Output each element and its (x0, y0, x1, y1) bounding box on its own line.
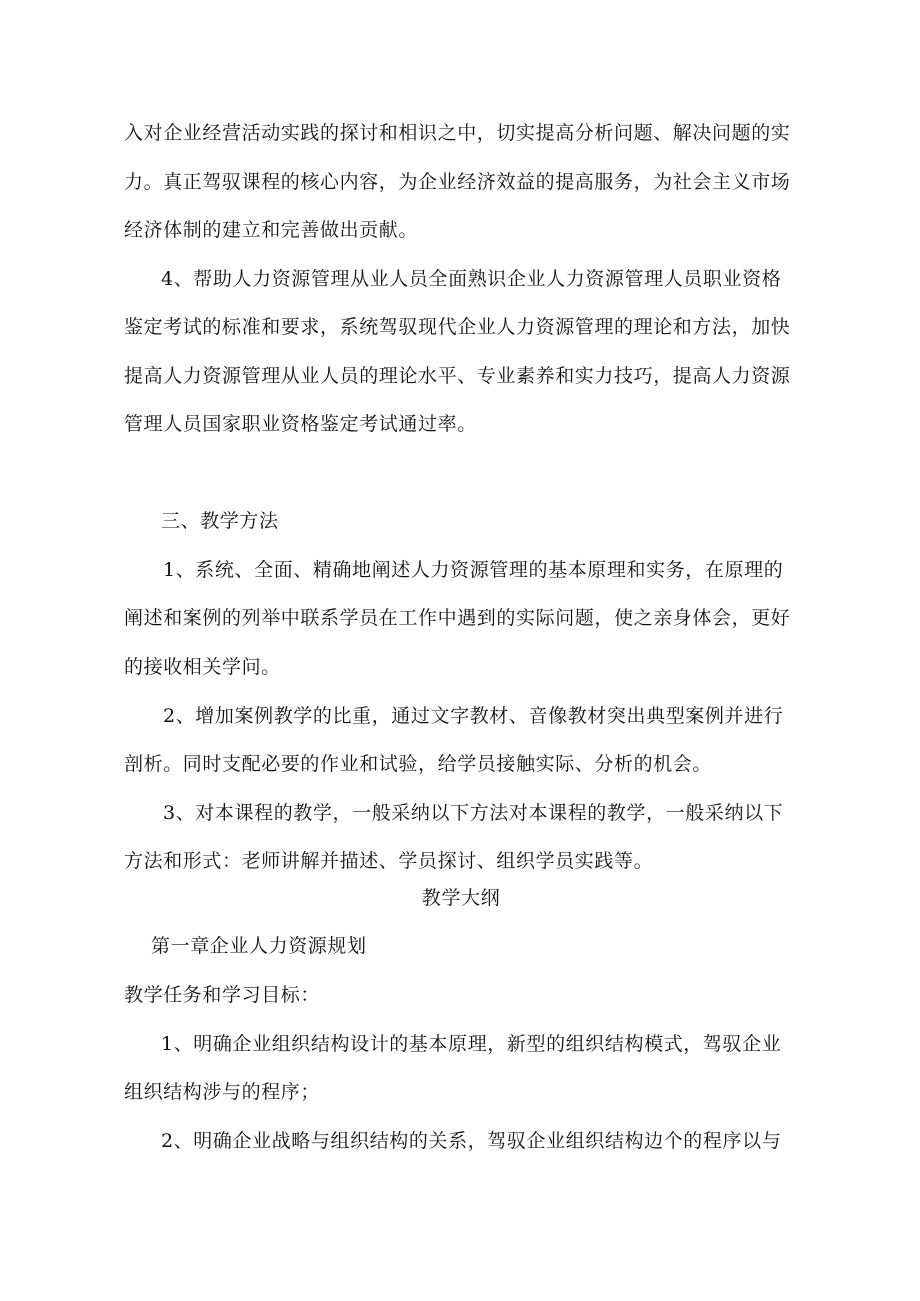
method-2-line-1: 2、增加案例教学的比重，通过文字教材、音像教材突出典型案例并进行 (163, 705, 784, 727)
chapter-title: 第一章企业人力资源规划 (151, 935, 367, 957)
method-1-line-1: 1、系统、全面、精确地阐述人力资源管理的基本原理和实务，在原理的 (163, 559, 784, 581)
intro-line-3: 经济体制的建立和完善做出贡献。 (124, 219, 419, 241)
intro-line-1: 入对企业经营活动实践的探讨和相识之中，切实提高分析问题、解决问题的实 (124, 122, 791, 144)
method-2-line-2: 剖析。同时支配必要的作业和试验，给学员接触实际、分析的机会。 (124, 753, 713, 775)
point-4-line-3: 提高人力资源管理从业人员的理论水平、专业素养和实力技巧，提高人力资源 (124, 365, 791, 387)
objective-1-line-2: 组织结构涉与的程序； (124, 1081, 321, 1103)
point-4-line-1: 4、帮助人力资源管理从业人员全面熟识企业人力资源管理人员职业资格 (161, 268, 782, 290)
syllabus-title: 教学大纲 (421, 887, 501, 909)
objective-1-line-1: 1、明确企业组织结构设计的基本原理，新型的组织结构模式，驾驭企业 (161, 1033, 782, 1055)
tasks-label: 教学任务和学习目标： (124, 984, 321, 1006)
intro-line-2: 力。真正驾驭课程的核心内容，为企业经济效益的提高服务，为社会主义市场 (124, 171, 791, 193)
method-1-line-2: 阐述和案例的列举中联系学员在工作中遇到的实际问题，使之亲身体会，更好 (124, 607, 791, 629)
point-4-line-2: 鉴定考试的标准和要求，系统驾驭现代企业人力资源管理的理论和方法，加快 (124, 316, 791, 338)
section-3-title: 三、教学方法 (161, 510, 279, 532)
method-1-line-3: 的接收相关学问。 (124, 656, 281, 678)
objective-2-line-1: 2、明确企业战略与组织结构的关系，驾驭企业组织结构边个的程序以与 (161, 1130, 782, 1152)
method-3-line-1: 3、对本课程的教学，一般采纳以下方法对本课程的教学，一般采纳以下 (163, 802, 784, 824)
point-4-line-4: 管理人员国家职业资格鉴定考试通过率。 (124, 413, 477, 435)
method-3-line-2: 方法和形式：老师讲解并描述、学员探讨、组织学员实践等。 (124, 850, 654, 872)
